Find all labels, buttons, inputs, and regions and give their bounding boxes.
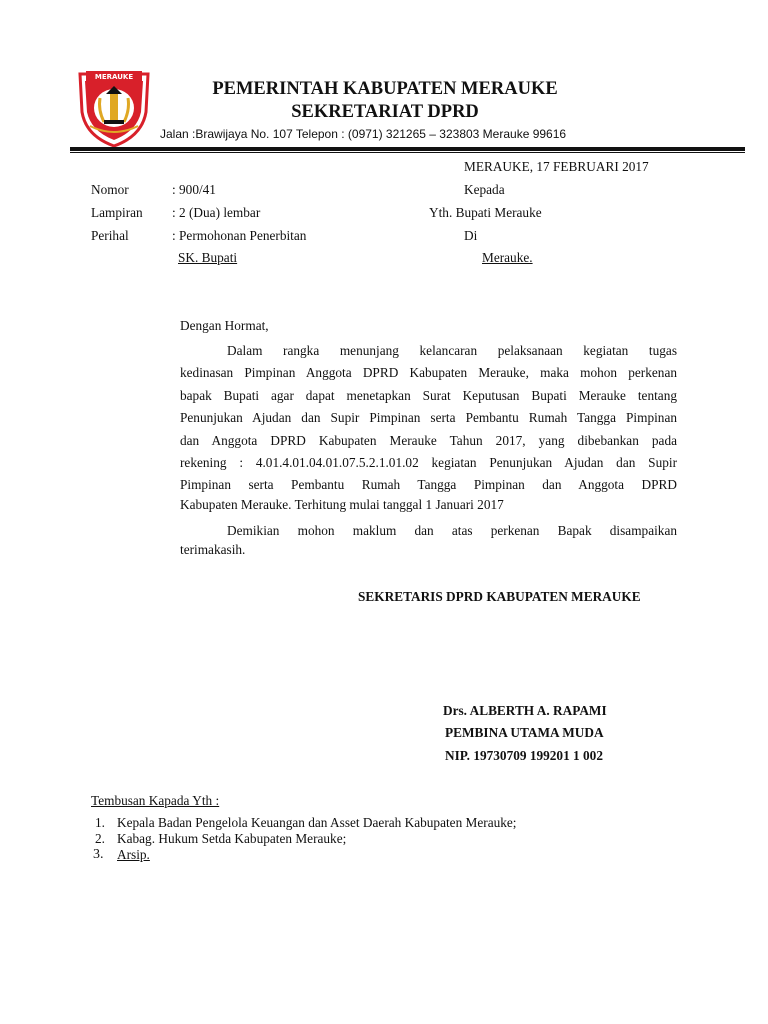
perihal-value: : Permohonan Penerbitan (172, 228, 307, 243)
lampiran-label: Lampiran (91, 205, 143, 220)
letterhead-address: Jalan :Brawijaya No. 107 Telepon : (0971) 321265 – 323803 Merauke 99616 (160, 127, 567, 141)
nomor-value: : 900/41 (172, 182, 216, 197)
perihal-value-line2: SK. Bupati (178, 250, 238, 265)
paragraph1-line: Kabupaten Merauke. Terhitung mulai tanggal 1 Januari 2017 (180, 497, 504, 512)
signature-title: SEKRETARIS DPRD KABUPATEN MERAUKE (358, 589, 641, 604)
paragraph1-line: dan Anggota DPRD Kabupaten Merauke Tahun 2017, yang dibebankan pada (180, 433, 677, 448)
svg-text:MERAUKE: MERAUKE (94, 73, 134, 81)
coat-of-arms-logo (76, 68, 152, 148)
cc-item-number: 2. (95, 831, 105, 846)
greeting: Dengan Hormat, (180, 318, 269, 333)
perihal-label: Perihal (91, 228, 129, 243)
recipient-di: Di (464, 228, 478, 243)
paragraph1-line: rekening : 4.01.4.01.04.01.07.5.2.1.01.02 kegiatan Penunjukan Ajudan dan Supir (180, 455, 677, 470)
signatory-rank: PEMBINA UTAMA MUDA (445, 725, 604, 740)
nomor-label: Nomor (91, 182, 129, 197)
cc-item: Arsip. (117, 847, 150, 862)
recipient-kepada: Kepada (464, 182, 505, 197)
paragraph1-line: Dalam rangka menunjang kelancaran pelaksanaan kegiatan tugas (227, 343, 677, 358)
letterhead-divider-thick (70, 147, 745, 151)
cc-item-number: 1. (95, 815, 105, 830)
cc-item: Kepala Badan Pengelola Keuangan dan Asset Daerah Kabupaten Merauke; (117, 815, 517, 830)
cc-heading: Tembusan Kapada Yth : (91, 793, 220, 808)
lampiran-value: : 2 (Dua) lembar (172, 205, 261, 220)
signatory-name: Drs. ALBERTH A. RAPAMI (443, 703, 607, 718)
signatory-nip: NIP. 19730709 199201 1 002 (445, 748, 603, 763)
paragraph1-line: kedinasan Pimpinan Anggota DPRD Kabupaten Merauke, maka mohon perkenan (180, 365, 677, 380)
paragraph1-line: bapak Bupati agar dapat menetapkan Surat Keputusan Bupati Merauke tentang (180, 388, 677, 403)
cc-item: Kabag. Hukum Setda Kabupaten Merauke; (117, 831, 347, 846)
cc-item-number: 3. (93, 847, 104, 862)
recipient-place: Merauke. (482, 250, 533, 265)
letter-date: MERAUKE, 17 FEBRUARI 2017 (464, 159, 649, 174)
letterhead-divider-thin (70, 152, 745, 153)
letterhead-office-title: SEKRETARIAT DPRD (291, 102, 479, 122)
paragraph2-line: terimakasih. (180, 542, 246, 557)
letterhead-government-title: PEMERINTAH KABUPATEN MERAUKE (212, 79, 558, 99)
paragraph2-line: Demikian mohon maklum dan atas perkenan Bapak disampaikan (227, 523, 677, 538)
paragraph1-line: Pimpinan serta Pembantu Rumah Tangga Pimpinan dan Anggota DPRD (180, 477, 677, 492)
paragraph1-line: Penunjukan Ajudan dan Supir Pimpinan serta Pembantu Rumah Tangga Pimpinan (180, 410, 677, 425)
recipient-name: Yth. Bupati Merauke (429, 205, 542, 220)
